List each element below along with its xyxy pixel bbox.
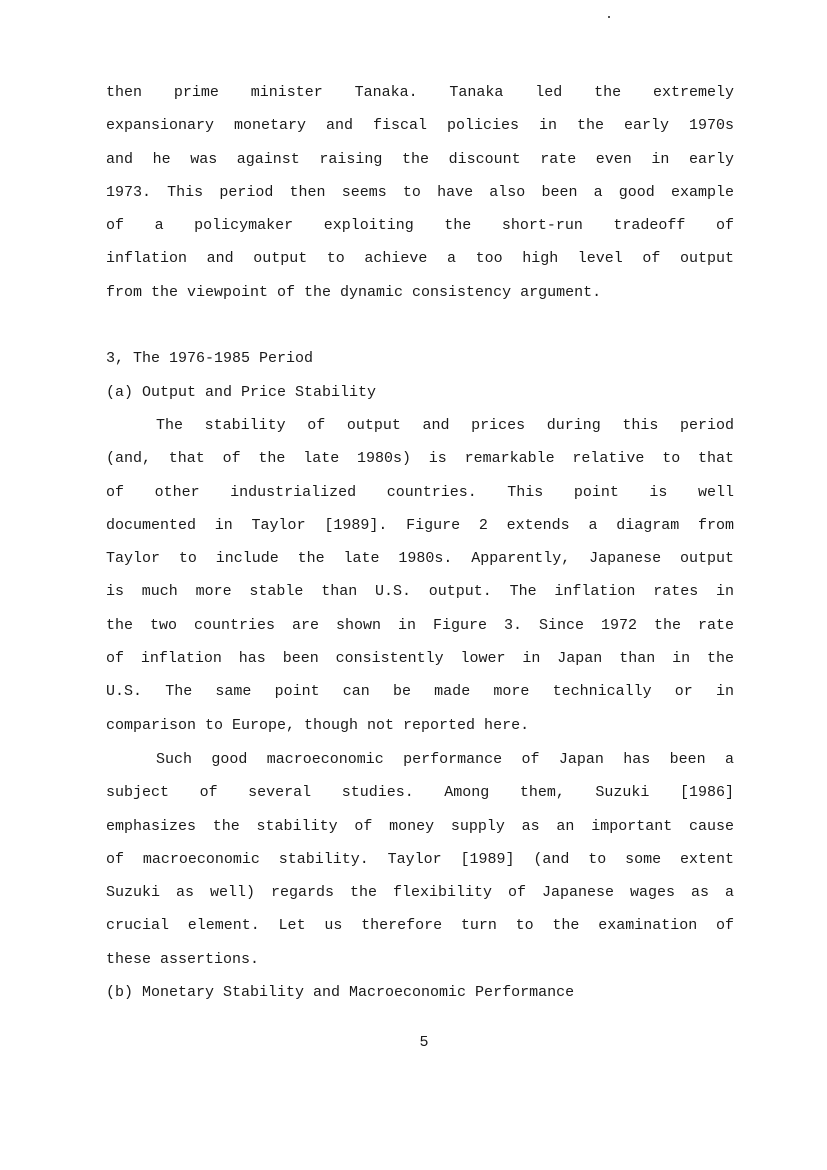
text-line: Such good macroeconomic performance of Japan has been a (156, 751, 734, 768)
section-heading: 3, The 1976-1985 Period (106, 350, 314, 367)
text-line: U.S. The same point can be made more technically or in (106, 683, 734, 701)
text-line: The stability of output and prices during this period (156, 417, 734, 434)
paragraph-1 (106, 76, 734, 309)
text-line: expansionary monetary and fiscal policies in the early 1970s (106, 117, 734, 135)
text-line: of inflation has been consistently lower in Japan than in the (106, 650, 734, 668)
text-line: of macroeconomic stability. Taylor [1989] (and to some extent (106, 850, 734, 868)
text-line: comparison to Europe, though not reported here. (106, 716, 530, 734)
text-line: of other industrialized countries. This point is well (106, 483, 734, 501)
scan-speck (608, 16, 610, 18)
text-line: 1973. This period then seems to have also been a good example (106, 183, 734, 201)
text-line: these assertions. (106, 950, 260, 968)
text-line: the two countries are shown in Figure 3. Since 1972 the rate (106, 616, 734, 634)
text-line: Suzuki as well) regards the flexibility of Japanese wages as a (106, 884, 734, 902)
paragraph-2 (106, 409, 734, 742)
text-line: and he was against raising the discount rate even in early (106, 150, 734, 168)
text-line: subject of several studies. Among them, Suzuki [1986] (106, 784, 734, 802)
subsection-b-heading: (b) Monetary Stability and Macroeconomic Performance (106, 984, 575, 1001)
text-line: Taylor to include the late 1980s. Apparently, Japanese output (106, 550, 734, 568)
subsection-a-heading: (a) Output and Price Stability (106, 384, 377, 401)
text-line: inflation and output to achieve a too high level of output (106, 250, 734, 268)
text-line: is much more stable than U.S. output. The inflation rates in (106, 583, 734, 601)
text-line: documented in Taylor [1989]. Figure 2 extends a diagram from (106, 516, 734, 534)
paragraph-3 (106, 743, 734, 976)
page-number: 5 (419, 1034, 429, 1051)
text-line: from the viewpoint of the dynamic consistency argument. (106, 283, 602, 301)
text-line: of a policymaker exploiting the short-run tradeoff of (106, 217, 734, 235)
text-line: crucial element. Let us therefore turn to the examination of (106, 917, 734, 935)
text-line: then prime minister Tanaka. Tanaka led the extremely (106, 84, 734, 101)
text-line: (and, that of the late 1980s) is remarkable relative to that (106, 450, 734, 468)
text-line: emphasizes the stability of money supply as an important cause (106, 817, 734, 835)
